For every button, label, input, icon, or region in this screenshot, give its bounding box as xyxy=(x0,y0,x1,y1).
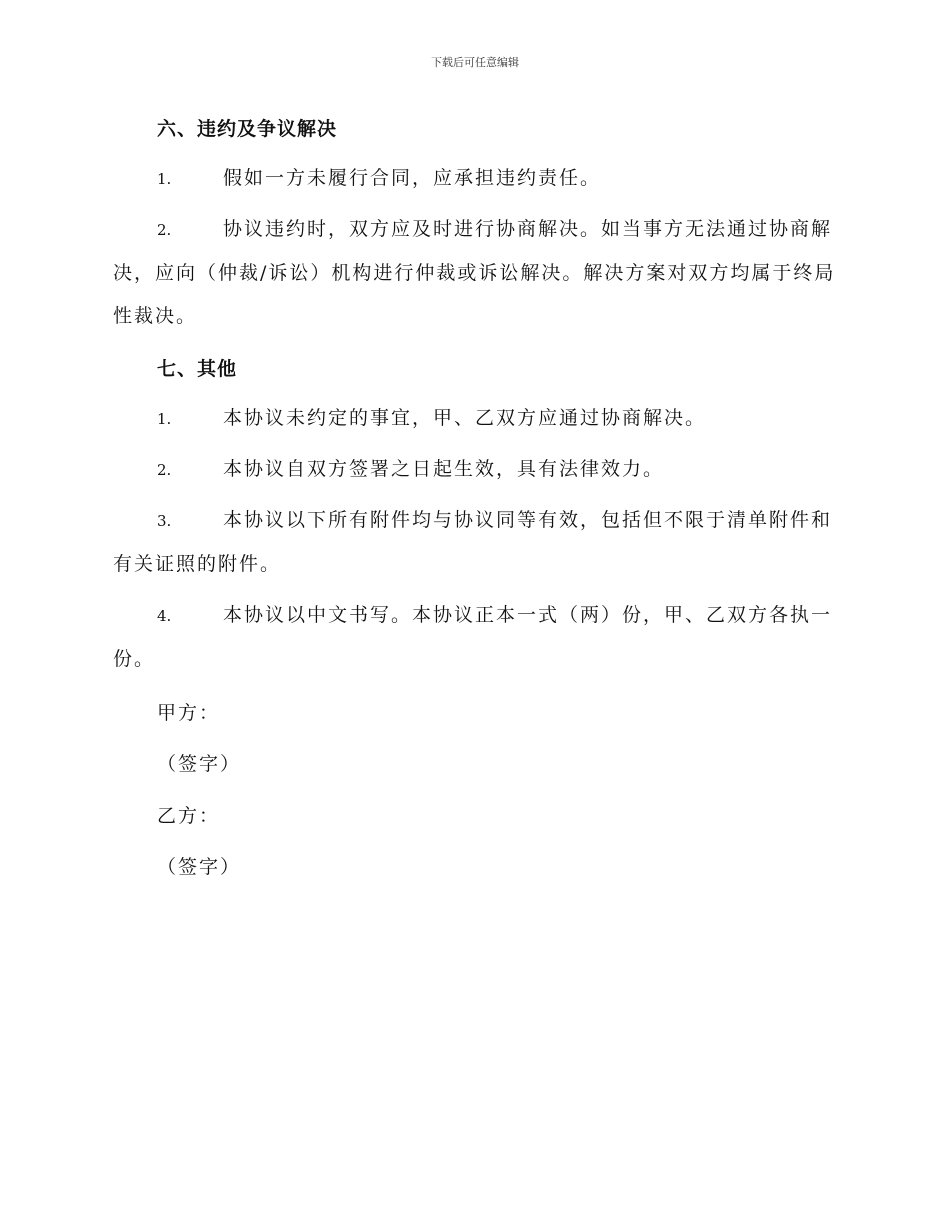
clause-text: 本协议以中文书写。本协议正本一式（两）份，甲、乙双方各执一份。 xyxy=(113,604,833,670)
clause-7-1 xyxy=(113,397,837,441)
clause-text: 假如一方未履行合同，应承担违约责任。 xyxy=(223,167,602,189)
clause-number: 1. xyxy=(157,410,172,428)
clause-7-2 xyxy=(113,448,837,492)
clause-text: 本协议以下所有附件均与协议同等有效，包括但不限于清单附件和有关证照的附件。 xyxy=(113,509,833,575)
clause-text: 本协议未约定的事宜，甲、乙双方应通过协商解决。 xyxy=(223,407,707,429)
party-b-label: 乙方： xyxy=(157,805,221,827)
clause-6-1 xyxy=(113,157,837,201)
clause-text: 本协议自双方签署之日起生效，具有法律效力。 xyxy=(223,458,665,480)
clause-text: 协议违约时，双方应及时进行协商解决。如当事方无法通过协商解决，应向（仲裁/诉讼）机构进行仲裁或诉讼解决。解决方案对双方均属于终局性裁决。 xyxy=(113,218,836,327)
clause-number: 1. xyxy=(157,170,172,188)
clause-7-3 xyxy=(113,499,837,586)
clause-7-4 xyxy=(113,594,837,681)
clause-number: 2. xyxy=(157,221,172,239)
clause-number: 4. xyxy=(157,607,172,625)
clause-number: 2. xyxy=(157,461,172,479)
page-header: 下载后可任意编辑 xyxy=(431,56,519,69)
section-title-breach: 六、违约及争议解决 xyxy=(157,118,338,140)
clause-number: 3. xyxy=(157,512,172,530)
clause-6-2 xyxy=(113,208,837,338)
party-a-label: 甲方： xyxy=(157,702,221,724)
party-a-signature: （签字） xyxy=(157,753,242,775)
party-b-signature: （签字） xyxy=(157,856,242,878)
section-title-other: 七、其他 xyxy=(157,358,238,380)
